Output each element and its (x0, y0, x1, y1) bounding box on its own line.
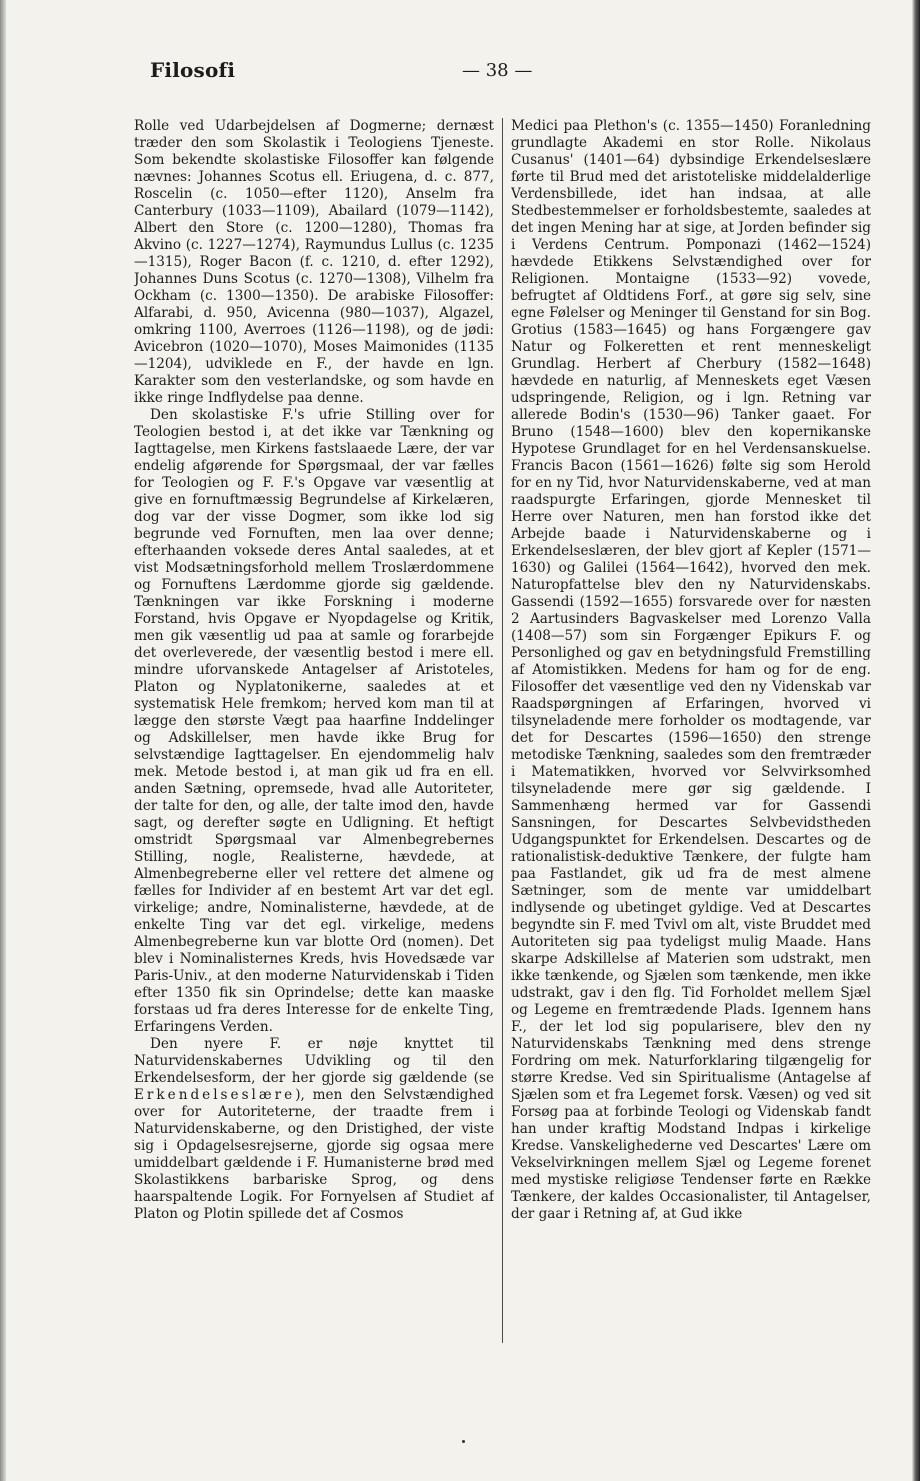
page-number: — 38 — (462, 60, 533, 81)
text-columns (134, 118, 872, 1343)
paragraph: Rolle ved Udarbejdelsen af Dogmerne; dernæst træder den som Skolastik i Teologiens Tjeneste. Som bekendte skolastiske Filosoffer kan følgende nævnes: Johannes Scotus ell. Eriugena, d. c. 877, Roscelin (c. 1050—efter 1120), Anselm fra Canterbury (1033—1109), Abailard (1079—1142), Albert den Store (c. 1200—1280), Thomas fra Akvino (c. 1227—1274), Raymundus Lullus (c. 1235—1315), Roger Bacon (f. c. 1210, d. efter 1292), Johannes Duns Scotus (c. 1270—1308), Vilhelm fra Ockham (c. 1300—1350). De arabiske Filosoffer: Alfarabi, d. 950, Avicenna (980—1037), Algazel, omkring 1100, Averroes (1126—1198), og de jødi: Avicebron (1020—1070), Moses Maimonides (1135—1204), udviklede en F., der havde en lgn. Karakter som den vesterlandske, og som havde en ikke ringe Indflydelse paa denne. (134, 118, 494, 406)
left-column (134, 118, 494, 1343)
page-left-edge (0, 0, 6, 1481)
paragraph-text: ), men den Selvstændighed over for Autoriteterne, der traadte frem i Naturvidenskaberne, og den Dristighed, der viste sig i Opdagelsesrejserne, gjorde sig ogsaa mere umiddelbart gældende i F. Humanisterne brød med Skolastikkens barbariske Sprog, og dens haarspaltende Logik. For Fornyelsen af Studiet af Platon og Plotin spillede det af Cosmos (134, 1087, 494, 1222)
page-header (150, 58, 818, 88)
right-column (511, 118, 871, 1343)
page-right-edge (912, 0, 920, 1481)
paragraph (134, 1036, 494, 1223)
column-divider (502, 118, 503, 1343)
section-title: Filosofi (150, 58, 236, 82)
page-mark (462, 1440, 465, 1443)
cross-reference: Erkendelseslære (134, 1087, 296, 1103)
paragraph-text: Den nyere F. er nøje knyttet til Naturvidenskabernes Udvikling og til den Erkendelsesform, der her gjorde sig gældende (se (134, 1036, 494, 1086)
paragraph: Den skolastiske F.'s ufrie Stilling over for Teologien bestod i, at det ikke var Tænkning og Iagttagelse, men Kirkens fastslaaede Lære, der var endelig afgørende for Spørgsmaal, der var fælles for Teologien og F. F.'s Opgave var væsentlig at give en fornuftmæssig Begrundelse af Kirkelæren, dog var der visse Dogmer, som ikke lod sig begrunde ved Fornuften, men laa over denne; efterhaanden voksede deres Antal saaledes, at et vist Modsætningsforhold mellem Troslærdommene og Fornuftens Lærdomme gjorde sig gældende. Tænkningen var ikke Forskning i moderne Forstand, hvis Opgave er Nyopdagelse og Kritik, men gik væsentlig ud paa at samle og forarbejde det overleverede, der væsentlig bestod i mere ell. mindre uforvanskede Antagelser af Aristoteles, Platon og Nyplatonikerne, saaledes at et systematisk Hele fremkom; herved kom man til at lægge den største Vægt paa haarfine Inddelinger og Adskillelser, men havde ikke Brug for selvstændige Iagttagelser. En ejendommelig halv mek. Metode bestod i, at man gik ud fra en ell. anden Sætning, opremsede, hvad alle Autoriteter, der talte for den, og alle, der talte imod den, havde sagt, og derefter søgte en Udligning. Et heftigt omstridt Spørgsmaal var Almenbegrebernes Stilling, nogle, Realisterne, hævdede, at Almenbegreberne eller vel rettere det almene og fælles for Individer af en bestemt Art var det egl. virkelige; andre, Nominalisterne, hævdede, at de enkelte Ting var det egl. virkelige, medens Almenbegreberne kun var blotte Ord (nomen). Det blev i Nominalisternes Kreds, hvis Hovedsæde var Paris-Univ., at den moderne Naturvidenskab i Tiden efter 1350 fik sin Oprindelse; dette kan maaske forstaas ud fra deres Interesse for de enkelte Ting, Erfaringens Verden. (134, 407, 494, 1035)
paragraph: Medici paa Plethon's (c. 1355—1450) Foranledning grundlagte Akademi en stor Rolle. Nikolaus Cusanus' (1401—64) dybsindige Erkendelseslære førte til Brud med det aristoteliske middelalderlige Verdensbillede, idet han indsaa, at alle Stedbestemmelser er forholdsbestemte, saaledes at det ingen Mening har at sige, at Jorden befinder sig i Verdens Centrum. Pomponazi (1462—1524) hævdede Etikkens Selvstændighed over for Religionen. Montaigne (1533—92) vovede, befrugtet af Oldtidens Forf., at gøre sig selv, sine egne Følelser og Meninger til Genstand for sin Bog. Grotius (1583—1645) og hans Forgængere gav Natur og Folkeretten et rent menneskeligt Grundlag. Herbert af Cherbury (1582—1648) hævdede en naturlig, af Menneskets eget Væsen udspringende, Religion, og i lgn. Retning var allerede Bodin's (1530—96) Tanker gaaet. For Bruno (1548—1600) blev den kopernikanske Hypotese Grundlaget for en hel Verdensanskuelse. Francis Bacon (1561—1626) følte sig som Herold for en ny Tid, hvor Naturvidenskaberne, ved at man raadspurgte Erfaringen, gjorde Mennesket til Herre over Naturen, men han forstod ikke det Arbejde baade i Naturvidenskaberne og i Erkendelseslæren, der blev gjort af Kepler (1571—1630) og Galilei (1564—1642), hvorved den mek. Naturopfattelse blev den ny Naturvidenskabs. Gassendi (1592—1655) forsvarede over for næsten 2 Aartusinders Bagvaskelser med Lorenzo Valla (1408—57) som sin Forgænger Epikurs F. og Personlighed og gav en betydningsfuld Fremstilling af Atomistikken. Medens for ham og for de eng. Filosoffer det væsentlige ved den ny Videnskab var Raadspørgningen af Erfaringen, hvorved vi tilsyneladende mere forholder os modtagende, var det for Descartes (1596—1650) den strenge metodiske Tænkning, saaledes som den fremtræder i Matematikken, hvorved vor Selvvirksomhed tilsyneladende mere gør sig gældende. I Sammenhæng hermed var for Gassendi Sansningen, for Descartes Selvbevidstheden Udgangspunktet for Erkendelsen. Descartes og de rationalistisk-deduktive Tænkere, der fulgte ham paa Fastlandet, gik ud fra de mest almene Sætninger, som de mente var umiddelbart indlysende og ubetinget gyldige. Ved at Descartes begyndte sin F. med Tvivl om alt, viste Bruddet med Autoriteten sig paa tydeligst mulig Maade. Hans skarpe Adskillelse af Materien som udstrakt, men ikke tænkende, og Sjælen som tænkende, men ikke udstrakt, gav i den flg. Tid Forholdet mellem Sjæl og Legeme en fremtrædende Plads. Igennem hans F., der let lod sig popularisere, blev den ny Naturvidenskabs Tænkning med dens strenge Fordring om mek. Naturforklaring tilgængelig for større Kredse. Ved sin Spiritualisme (Antagelse af Sjælen som et fra Legemet forsk. Væsen) og ved sit Forsøg paa at forbinde Teologi og Videnskab fandt han under kraftig Modstand Indpas i kirkelige Kredse. Vanskelighederne ved Descartes' Lære om Vekselvirkningen mellem Sjæl og Legeme forenet med mystiske religiøse Tendenser førte en Række Tænkere, der kaldes Occasionalister, til Antagelser, der gaar i Retning af, at Gud ikke (511, 118, 871, 1222)
